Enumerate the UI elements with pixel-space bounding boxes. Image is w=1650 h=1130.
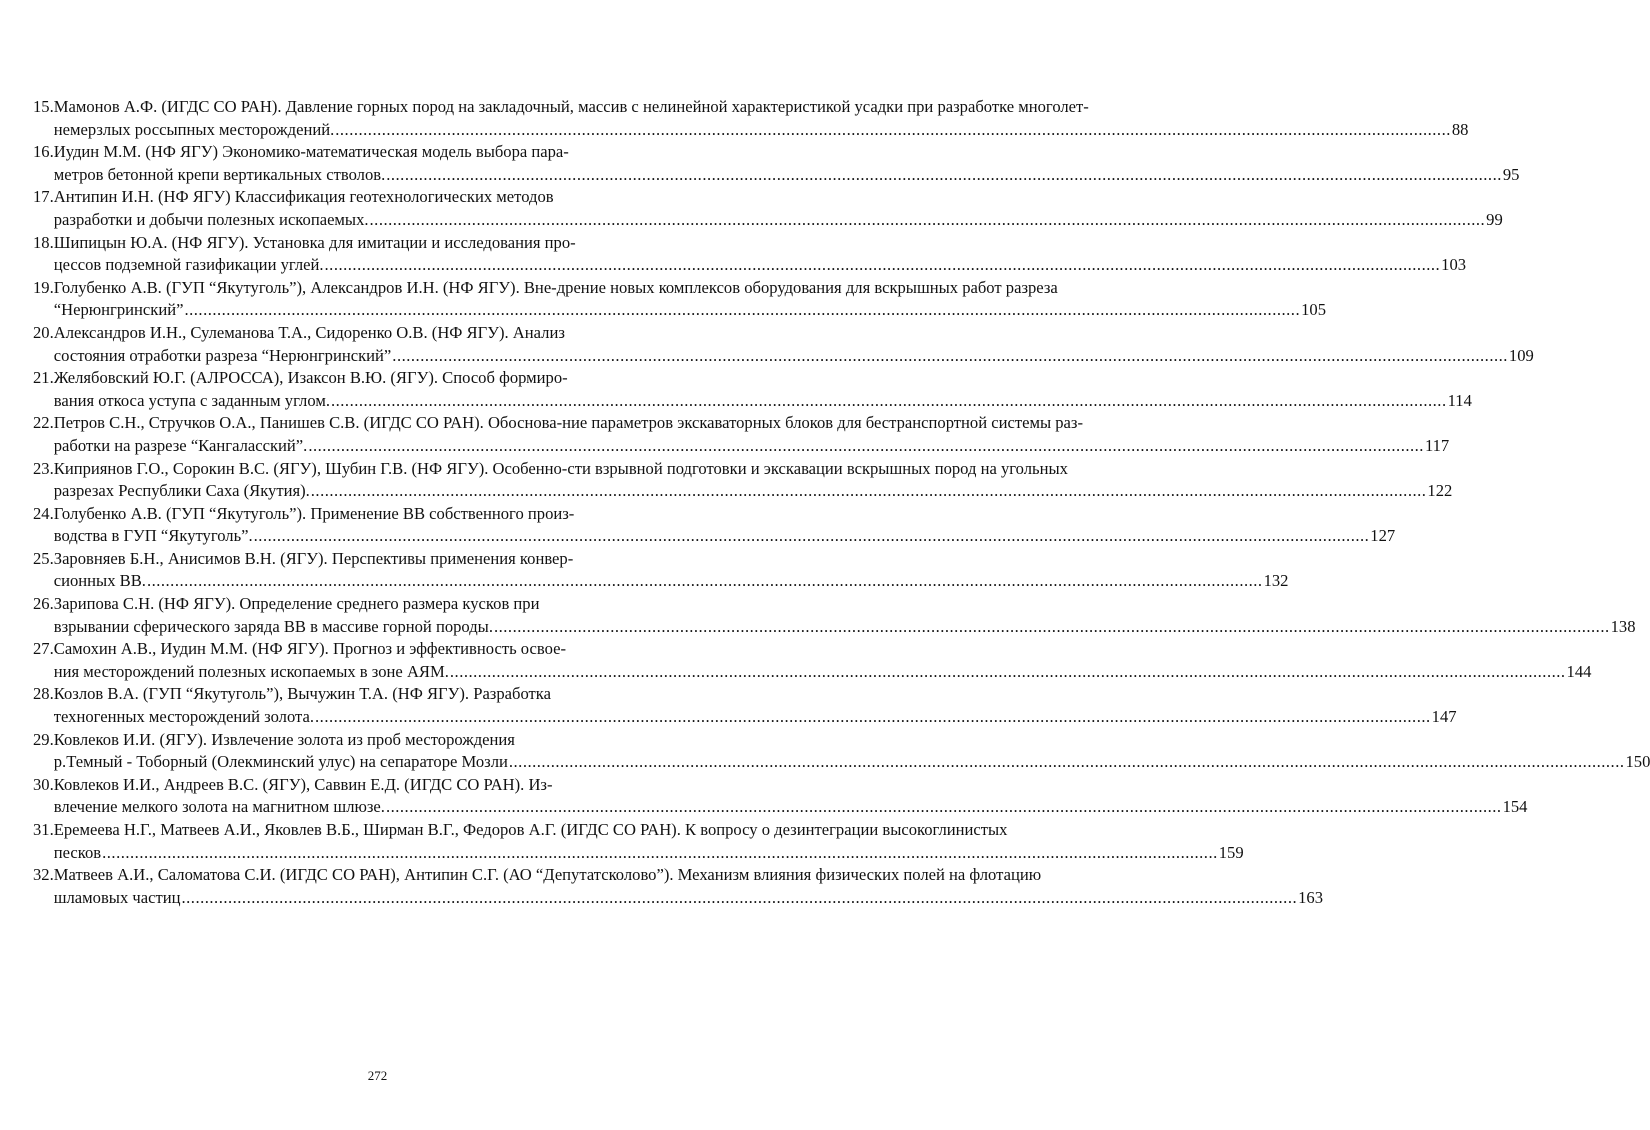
entry-title: Иудин М.М. (НФ ЯГУ) Экономико-математическая модель выбора пара- (53, 142, 569, 162)
toc-entry (33, 458, 1453, 503)
toc-entry (33, 548, 1289, 593)
entry-last-text: цессов подземной газификации углей. (53, 255, 324, 275)
entry-last-line (54, 480, 1453, 503)
entry-number: 19. (33, 277, 54, 297)
dot-leader (102, 842, 1218, 865)
entry-page-number: 88 (1451, 119, 1469, 139)
entry-number: 23. (33, 458, 54, 478)
entry-body (54, 277, 1326, 322)
entry-last-text: разрезах Республики Саха (Якутия). (53, 481, 310, 501)
entry-number: 22. (33, 413, 54, 433)
entry-title: Заровняев Б.Н., Анисимов В.Н. (ЯГУ). Перспективы применения конвер- (53, 548, 574, 568)
entry-number: 32. (33, 865, 54, 885)
entry-body (54, 412, 1449, 457)
entry-page-number: 144 (1566, 661, 1592, 681)
entry-last-line (54, 254, 1466, 277)
entry-body (54, 232, 1466, 277)
entry-body (54, 638, 1592, 683)
entry-last-line (54, 751, 1650, 774)
entry-last-text: сионных ВВ. (53, 571, 146, 591)
entry-last-text: метров бетонной крепи вертикальных стволов. (53, 164, 386, 184)
entry-last-line (54, 570, 1289, 593)
entry-last-text: водства в ГУП “Якутуголь”. (53, 526, 253, 546)
entry-number: 26. (33, 594, 54, 614)
entry-page-number: 117 (1424, 435, 1450, 455)
entry-page-number: 132 (1263, 571, 1289, 591)
entry-last-line (54, 616, 1636, 639)
entry-last-text: взрывании сферического заряда ВВ в массиве горной породы. (53, 616, 493, 636)
entry-body (54, 186, 1503, 231)
entry-last-text: р.Темный - Тоборный (Олекминский улус) на сепараторе Мозли (53, 752, 508, 772)
dot-leader (311, 480, 1427, 503)
entry-last-text: работки на разрезе “Кангаласский”. (53, 435, 308, 455)
toc-entry (33, 593, 1636, 638)
entry-title: Шипицын Ю.А. (НФ ЯГУ). Установка для имитации и исследования про- (53, 232, 576, 252)
entry-page-number: 163 (1298, 887, 1324, 907)
toc-entry (33, 277, 1326, 322)
dot-leader (392, 345, 1508, 368)
entry-body (54, 503, 1395, 548)
entry-number: 27. (33, 639, 54, 659)
entry-last-line (54, 525, 1395, 548)
table-of-contents (33, 96, 1650, 909)
entry-body (54, 367, 1472, 412)
entry-last-line (54, 164, 1520, 187)
toc-entry (33, 186, 1503, 231)
dot-leader (370, 209, 1486, 232)
entry-number: 25. (33, 548, 54, 568)
entry-title: Ковлеков И.И. (ЯГУ). Извлечение золота из проб месторождения (53, 729, 515, 749)
entry-title: Петров С.Н., Стручков О.А., Панишев С.В. (ИГДС СО РАН). Обоснова-ние параметров экскаваторных блоков для бестранспортной системы раз- (53, 413, 1083, 433)
entry-body (54, 548, 1289, 593)
entry-number: 21. (33, 368, 54, 388)
entry-last-line (54, 661, 1592, 684)
toc-entry (33, 638, 1592, 683)
dot-leader (315, 706, 1431, 729)
entry-page-number: 122 (1427, 481, 1453, 501)
entry-number: 24. (33, 503, 54, 523)
dot-leader (331, 390, 1447, 413)
entry-body (54, 96, 1469, 141)
toc-entry (33, 819, 1244, 864)
entry-body (54, 593, 1636, 638)
toc-entry (33, 96, 1469, 141)
dot-leader (335, 119, 1451, 142)
entry-page-number: 147 (1431, 707, 1457, 727)
dot-leader (182, 887, 1298, 910)
entry-page-number: 138 (1610, 616, 1636, 636)
entry-page-number: 105 (1301, 300, 1326, 320)
entry-page-number: 95 (1502, 164, 1520, 184)
entry-body (54, 864, 1323, 909)
toc-entry (33, 774, 1528, 819)
dot-leader (386, 796, 1502, 819)
entry-number: 16. (33, 142, 54, 162)
entry-body (54, 458, 1453, 503)
entry-title: Желябовский Ю.Г. (АЛРОССА), Изаксон В.Ю. (ЯГУ). Способ формиро- (53, 368, 568, 388)
entry-number: 31. (33, 820, 54, 839)
toc-entry (33, 232, 1467, 277)
entry-last-text: техногенных месторождений золота. (53, 707, 315, 727)
entry-body (54, 819, 1244, 864)
entry-body (54, 729, 1650, 774)
entry-page-number: 159 (1218, 842, 1244, 862)
dot-leader (308, 435, 1424, 458)
toc-entry (33, 864, 1324, 909)
entry-title: Зарипова С.Н. (НФ ЯГУ). Определение среднего размера кусков при (53, 594, 540, 614)
dot-leader (254, 525, 1370, 548)
entry-page-number: 109 (1508, 345, 1534, 365)
entry-title: Самохин А.В., Иудин М.М. (НФ ЯГУ). Прогноз и эффективность освое- (53, 639, 566, 659)
entry-title: Александров И.Н., Сулеманова Т.А., Сидоренко О.В. (НФ ЯГУ). Анализ (53, 322, 565, 342)
entry-last-text: немерзлых россыпных месторождений. (53, 119, 335, 139)
entry-page-number: 114 (1447, 390, 1472, 410)
entry-page-number: 99 (1486, 209, 1503, 229)
entry-last-text: песков (53, 842, 102, 862)
dot-leader (184, 299, 1300, 322)
entry-last-line (54, 209, 1503, 232)
toc-entry (33, 412, 1450, 457)
toc-entry (33, 322, 1534, 367)
toc-entry (33, 367, 1472, 412)
page-number: 272 (367, 1068, 388, 1083)
dot-leader (147, 570, 1263, 593)
entry-last-line (54, 390, 1472, 413)
entry-page-number: 150 (1625, 752, 1650, 772)
entry-page-number: 103 (1441, 255, 1467, 275)
entry-title: Мамонов А.Ф. (ИГДС СО РАН). Давление горных пород на закладочный, массив с нелинейной характеристикой усадки при разработке многолет- (53, 97, 1089, 116)
entry-last-text: влечение мелкого золота на магнитном шлюзе. (53, 797, 385, 817)
entry-last-text: разработки и добычи полезных ископаемых. (53, 209, 369, 229)
toc-entry (33, 141, 1520, 186)
dot-leader (450, 661, 1566, 684)
entry-body (54, 774, 1528, 819)
entry-number: 29. (33, 729, 54, 749)
entry-page-number: 127 (1370, 526, 1396, 546)
entry-number: 20. (33, 322, 54, 342)
entry-last-text: ния месторождений полезных ископаемых в зоне АЯМ. (53, 661, 449, 681)
entry-last-line (54, 345, 1534, 368)
entry-title: Еремеева Н.Г., Матвеев А.И., Яковлев В.Б., Ширман В.Г., Федоров А.Г. (ИГДС СО РАН). К вопросу о дезинтеграции высокоглинистых (53, 820, 1008, 839)
entry-body (54, 322, 1534, 367)
entry-last-line (54, 299, 1326, 322)
toc-entry (33, 503, 1396, 548)
entry-last-line (54, 435, 1449, 458)
entry-title: Козлов В.А. (ГУП “Якутуголь”), Вычужин Т.А. (НФ ЯГУ). Разработка (53, 684, 551, 704)
entry-last-text: состояния отработки разреза “Нерюнгринский” (53, 345, 392, 365)
entry-title: Голубенко А.В. (ГУП “Якутуголь”). Применение ВВ собственного произ- (53, 503, 575, 523)
entry-number: 30. (33, 774, 54, 794)
entry-last-line (54, 706, 1457, 729)
entry-last-text: “Нерюнгринский” (53, 300, 184, 320)
entry-last-text: шламовых частиц (53, 887, 181, 907)
entry-body (54, 141, 1520, 186)
entry-page-number: 154 (1502, 797, 1528, 817)
entry-body (54, 683, 1457, 728)
entry-last-line (54, 796, 1528, 819)
toc-entry (33, 729, 1650, 774)
dot-leader (494, 616, 1610, 639)
entry-title: Киприянов Г.О., Сорокин В.С. (ЯГУ), Шубин Г.В. (НФ ЯГУ). Особенно-сти взрывной подготовки и экскавации вскрышных пород на угольных (53, 458, 1068, 478)
entry-title: Ковлеков И.И., Андреев В.С. (ЯГУ), Саввин Е.Д. (ИГДС СО РАН). Из- (53, 774, 553, 794)
entry-title: Антипин И.Н. (НФ ЯГУ) Классификация геотехнологических методов (53, 187, 554, 207)
entry-title: Голубенко А.В. (ГУП “Якутуголь”), Александров И.Н. (НФ ЯГУ). Вне-дрение новых комплексов оборудования для вскрышных работ разреза (53, 277, 1058, 297)
entry-number: 15. (33, 97, 54, 116)
dot-leader (509, 751, 1625, 774)
entry-title: Матвеев А.И., Саломатова С.И. (ИГДС СО РАН), Антипин С.Г. (АО “Депутатсколово”). Механизм влияния физических полей на флотацию (53, 865, 1042, 885)
dot-leader (386, 164, 1502, 187)
entry-last-text: вания откоса уступа с заданным углом. (53, 390, 330, 410)
entry-number: 17. (33, 187, 54, 207)
entry-number: 28. (33, 684, 54, 704)
entry-last-line (54, 119, 1469, 142)
dot-leader (325, 254, 1441, 277)
entry-last-line (54, 887, 1323, 910)
toc-entry (33, 683, 1457, 728)
entry-last-line (54, 842, 1244, 865)
entry-number: 18. (33, 232, 54, 252)
